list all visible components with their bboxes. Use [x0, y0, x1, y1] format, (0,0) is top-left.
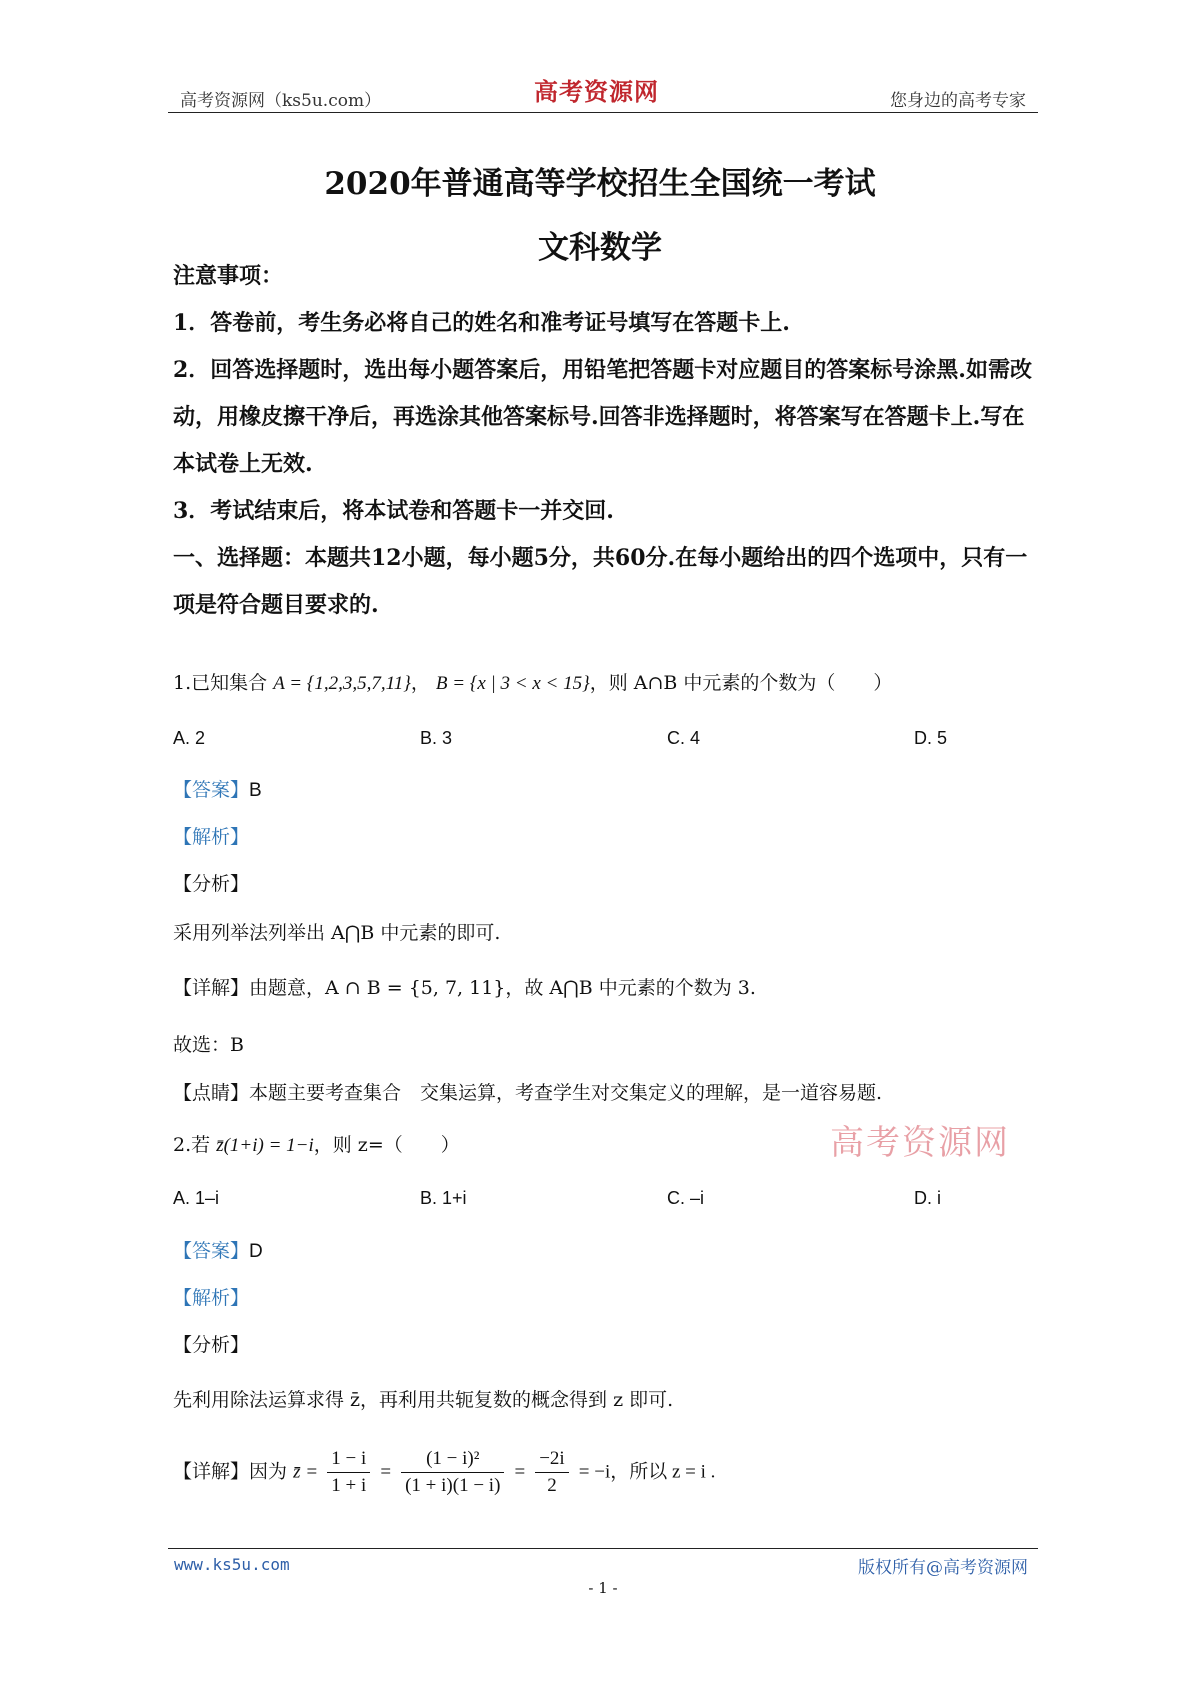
q1-fenxi: 采用列举法列举出 A⋂B 中元素的即可. — [173, 922, 501, 944]
q1-comment-text: 本题主要考查集合 交集运算，考查学生对交集定义的理解，是一道容易题. — [249, 1082, 883, 1104]
q2-option-b: B. 1+i — [420, 1188, 467, 1208]
q1-option-b: B. 3 — [420, 728, 453, 748]
header-site-name: 高考资源网（ks5u.com） — [180, 91, 382, 111]
q1-set-a: A = {1,2,3,5,7,11} — [273, 673, 411, 694]
page-number: - 1 - — [588, 1579, 618, 1597]
q1-answer — [173, 775, 262, 802]
q2-f1-numerator: 1 − i — [327, 1448, 370, 1473]
q2-f3-numerator: −2i — [535, 1448, 569, 1473]
q2-fraction-2 — [401, 1448, 504, 1497]
q2-answer-value: D — [249, 1241, 263, 1262]
q1-option-a: A. 2 — [173, 728, 206, 748]
q1-suffix: ，则 A∩B 中元素的个数为（ ） — [589, 672, 893, 694]
q1-comment-label: 【点睛】 — [173, 1082, 250, 1104]
q1-choose: 故选：B — [173, 1034, 244, 1056]
q2-f2-numerator: (1 − i)² — [401, 1448, 504, 1473]
header-logo: 高考资源网 — [534, 77, 659, 106]
exam-title: 2020年普通高等学校招生全国统一考试 — [324, 166, 876, 202]
q1-set-b: B = {x | 3 < x < 15} — [435, 673, 590, 694]
page-header — [168, 76, 1038, 113]
section-heading: 一、选择题：本题共12小题，每小题5分，共60分.在每小题给出的四个选项中，只有一项是符合题目要求的. — [173, 545, 1028, 618]
notice-block — [173, 253, 1033, 629]
question-2 — [173, 1130, 460, 1157]
q1-answer-value: B — [249, 780, 262, 801]
q1-option-d: D. 5 — [914, 728, 948, 748]
exam-subject: 文科数学 — [538, 230, 662, 266]
header-slogan: 您身边的高考专家 — [890, 91, 1026, 111]
q2-fenxi: 先利用除法运算求得 z̄，再利用共轭复数的概念得到 z 即可. — [173, 1389, 674, 1411]
q2-fraction-1 — [327, 1448, 370, 1497]
q1-comment — [173, 1078, 882, 1105]
q2-answer-label: 【答案】 — [173, 1240, 250, 1262]
q2-detail-label: 【详解】 — [173, 1460, 250, 1483]
notice-item-2: 2．回答选择题时，选出每小题答案后，用铅笔把答题卡对应题目的答案标号涂黑.如需改动，用橡皮擦干净后，再选涂其他答案标号.回答非选择题时，将答案写在答题卡上.写在本试卷上无效. — [173, 357, 1032, 477]
watermark: 高考资源网 — [830, 1123, 1010, 1163]
q1-option-c: C. 4 — [667, 728, 701, 748]
q2-fraction-3 — [535, 1448, 569, 1497]
q2-option-d: D. i — [914, 1188, 941, 1208]
q2-answer — [173, 1236, 263, 1263]
q1-analysis-label: 【解析】 — [173, 826, 250, 848]
q2-detail: 【详解】因为 z̄ = $\frac{1 - i}{1 + i}$ = $\frac{\text{(1 − i)²}}{(1 + i)(1 - i)}$ = $\frac{-2i}{2}$ = −i，所以 z = i . — [173, 1448, 716, 1496]
q2-option-c: C. –i — [667, 1188, 705, 1208]
q1-detail-text: 由题意，A ∩ B = {5, 7, 11}，故 A⋂B 中元素的个数为 3. — [249, 977, 756, 999]
q1-prefix: 1.已知集合 — [173, 672, 268, 694]
notice-heading: 注意事项： — [173, 263, 284, 289]
q1-fenxi-label: 【分析】 — [173, 873, 250, 895]
notice-item-3: 3．考试结束后，将本试卷和答题卡一并交回. — [173, 498, 614, 524]
q1-sep: ， — [410, 672, 430, 694]
q2-f2-denominator: (1 + i)(1 − i) — [405, 1475, 501, 1496]
q1-detail-label: 【详解】 — [173, 977, 250, 999]
q2-prefix: 2.若 — [173, 1134, 211, 1156]
q2-expr: z̄(1+i) = 1−i — [216, 1135, 314, 1156]
q1-detail — [173, 973, 756, 1000]
q2-option-a: A. 1–i — [173, 1188, 220, 1208]
page-footer — [168, 1548, 1038, 1597]
q2-analysis-label: 【解析】 — [173, 1287, 250, 1309]
question-1 — [173, 668, 892, 695]
q2-detail-pre: 因为 — [249, 1460, 288, 1483]
q2-zbar: z̄ — [293, 1461, 301, 1483]
footer-copyright: 版权所有@高考资源网 — [858, 1558, 1028, 1578]
notice-item-1: 1．答卷前，考生务必将自己的姓名和准考证号填写在答题卡上. — [173, 310, 790, 336]
footer-url[interactable]: www.ks5u.com — [174, 1555, 290, 1574]
q2-f3-denominator: 2 — [547, 1475, 557, 1496]
q2-f1-denominator: 1 + i — [331, 1475, 367, 1496]
q2-fenxi-label: 【分析】 — [173, 1334, 250, 1356]
q1-answer-label: 【答案】 — [173, 779, 250, 801]
q2-detail-post: = −i，所以 z = i . — [578, 1461, 716, 1483]
q2-suffix: ，则 z=（ ） — [313, 1134, 460, 1156]
